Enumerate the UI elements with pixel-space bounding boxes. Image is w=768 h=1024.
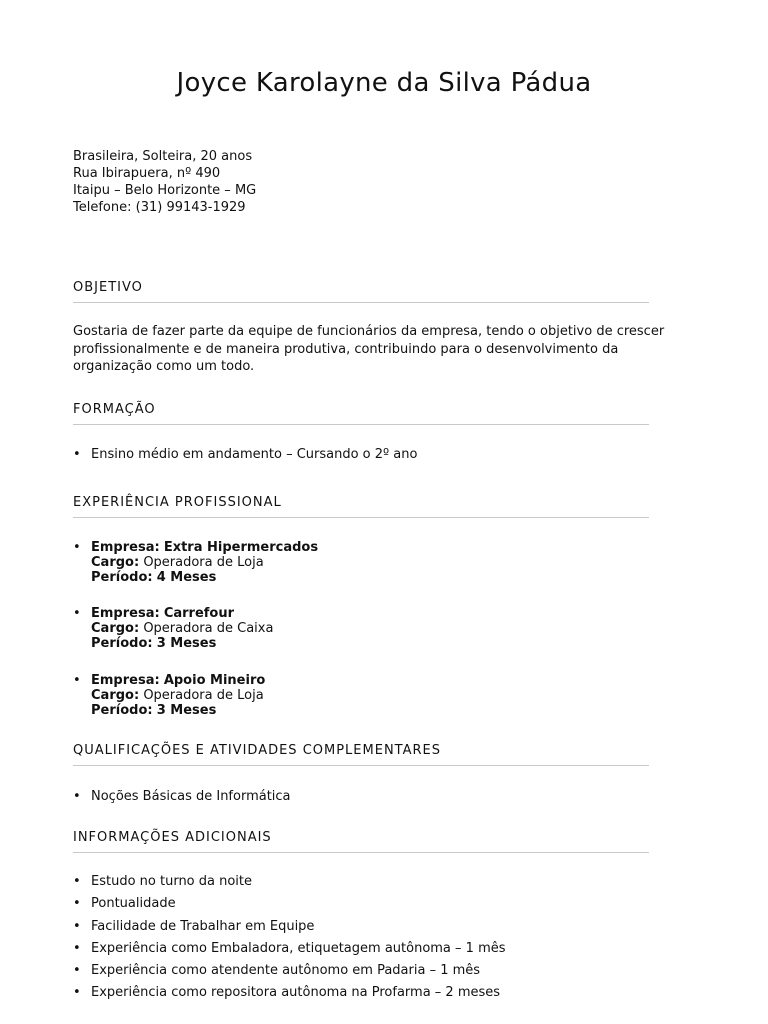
- job-entry: [73, 673, 318, 718]
- job-entry: [73, 606, 318, 651]
- section-heading-formacao: FORMAÇÃO: [73, 402, 156, 417]
- job-role: Operadora de Caixa: [143, 621, 274, 636]
- job-role: Operadora de Loja: [143, 555, 264, 570]
- list-item: [73, 963, 506, 985]
- list-item-text: Experiência como atendente autônomo em Padaria – 1 mês: [91, 963, 481, 979]
- page-title: Joyce Karolayne da Silva Pádua: [176, 68, 592, 98]
- list-item-text: Noções Básicas de Informática: [91, 789, 291, 804]
- list-item-text: Facilidade de Trabalhar em Equipe: [91, 918, 315, 934]
- section-heading-objetivo: OBJETIVO: [73, 280, 143, 295]
- section-adicionais: [73, 830, 649, 853]
- list-item-text: Pontualidade: [91, 896, 176, 912]
- bullet-icon: •: [73, 985, 81, 1001]
- cargo-label: Cargo:: [91, 688, 140, 703]
- contact-block: [73, 148, 256, 216]
- contact-phone: Telefone: (31) 99143-1929: [73, 200, 246, 215]
- list-item: [73, 941, 506, 963]
- bullet-icon: •: [73, 789, 81, 804]
- contact-city: Itaipu – Belo Horizonte – MG: [73, 183, 257, 198]
- job-company: Apoio Mineiro: [163, 673, 266, 688]
- bullet-icon: •: [73, 940, 81, 956]
- periodo-label: Período:: [91, 570, 153, 585]
- section-experiencia: [73, 495, 649, 518]
- bullet-icon: •: [73, 606, 81, 621]
- bullet-icon: •: [73, 874, 81, 889]
- bullet-icon: •: [73, 540, 81, 555]
- empresa-label: Empresa:: [91, 606, 160, 621]
- list-item: [73, 874, 506, 896]
- qualificacoes-list: [73, 789, 291, 811]
- job-role: Operadora de Loja: [143, 688, 264, 703]
- section-divider: [73, 517, 649, 518]
- experiencia-list: [73, 540, 318, 740]
- bullet-icon: •: [73, 447, 81, 462]
- section-qualificacoes: [73, 743, 649, 766]
- list-item: [73, 919, 506, 941]
- list-item-text: Estudo no turno da noite: [91, 874, 253, 889]
- empresa-label: Empresa:: [91, 673, 160, 688]
- cargo-label: Cargo:: [91, 621, 140, 636]
- empresa-label: Empresa:: [91, 540, 160, 555]
- job-company: Carrefour: [163, 606, 235, 621]
- periodo-label: Período:: [91, 636, 153, 651]
- list-item-text: Ensino médio em andamento – Cursando o 2º ano: [91, 447, 418, 462]
- job-company: Extra Hipermercados: [163, 540, 319, 555]
- objetivo-text: Gostaria de fazer parte da equipe de funcionários da empresa, tendo o objetivo de crescer profissionalmente e de maneira produtiva, contribuindo para o desenvolvimento da organização como um todo.: [73, 324, 665, 374]
- section-heading-adicionais: INFORMAÇÕES ADICIONAIS: [73, 830, 272, 845]
- section-divider: [73, 302, 649, 303]
- section-divider: [73, 852, 649, 853]
- list-item: [73, 896, 506, 918]
- section-heading-experiencia: EXPERIÊNCIA PROFISSIONAL: [73, 495, 282, 510]
- bullet-icon: •: [73, 673, 81, 688]
- bullet-icon: •: [73, 963, 81, 979]
- contact-street: Rua Ibirapuera, nº 490: [73, 166, 221, 181]
- section-heading-qualificacoes: QUALIFICAÇÕES E ATIVIDADES COMPLEMENTARES: [73, 743, 441, 758]
- bullet-icon: •: [73, 918, 81, 934]
- list-item: [73, 447, 417, 469]
- periodo-label: Período:: [91, 703, 153, 718]
- adicionais-list: [73, 874, 506, 1008]
- formacao-list: [73, 447, 417, 469]
- list-item-text: Experiência como repositora autônoma na Profarma – 2 meses: [91, 985, 501, 1001]
- job-entry: [73, 540, 318, 585]
- list-item: [73, 985, 506, 1007]
- section-objetivo: [73, 280, 649, 303]
- contact-personal: Brasileira, Solteira, 20 anos: [73, 149, 253, 164]
- section-divider: [73, 424, 649, 425]
- section-formacao: [73, 402, 649, 425]
- section-divider: [73, 765, 649, 766]
- job-period: 4 Meses: [156, 570, 217, 585]
- cargo-label: Cargo:: [91, 555, 140, 570]
- list-item-text: Experiência como Embaladora, etiquetagem autônoma – 1 mês: [91, 940, 506, 956]
- job-period: 3 Meses: [156, 636, 217, 651]
- bullet-icon: •: [73, 896, 81, 912]
- list-item: [73, 789, 291, 811]
- job-period: 3 Meses: [156, 703, 217, 718]
